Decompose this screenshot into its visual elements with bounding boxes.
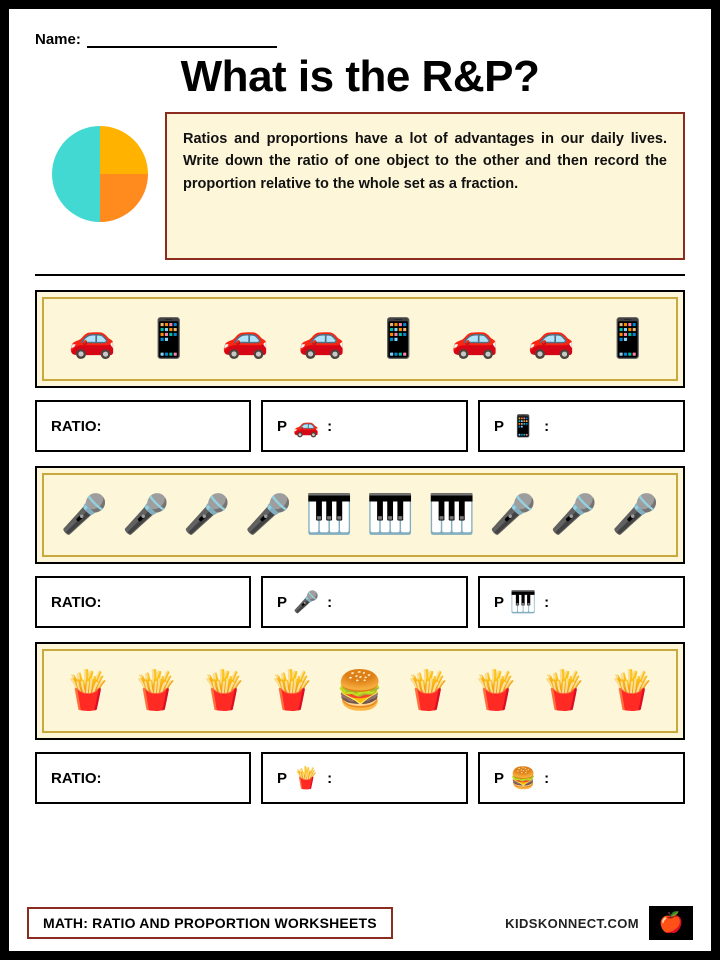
proportion-answer-box-1a[interactable] xyxy=(261,400,468,452)
intro-section xyxy=(35,112,685,260)
name-field-row xyxy=(35,31,685,48)
answer-row-2 xyxy=(35,576,685,628)
name-input-line[interactable] xyxy=(87,32,277,48)
proportion-prefix: P xyxy=(494,593,505,611)
colon: : xyxy=(327,769,333,787)
hamburger-icon: 🍔 xyxy=(336,670,384,712)
proportion-prefix: P xyxy=(494,769,505,787)
phone-icon: 📱 xyxy=(145,318,193,360)
car-icon: 🚗 xyxy=(68,318,116,360)
colon: : xyxy=(544,769,550,787)
microphone-icon: 🎤 xyxy=(611,494,659,536)
answer-row-1 xyxy=(35,400,685,452)
exercise-strip-2 xyxy=(35,466,685,564)
answer-row-3 xyxy=(35,752,685,804)
exercise-items-1 xyxy=(42,297,678,381)
colon: : xyxy=(327,417,333,435)
ratio-label: RATIO: xyxy=(51,593,102,611)
phone-icon: 📱 xyxy=(374,318,422,360)
car-icon: 🚗 xyxy=(451,318,499,360)
fries-icon: 🍟 xyxy=(293,766,320,790)
car-icon: 🚗 xyxy=(298,318,346,360)
divider xyxy=(35,274,685,276)
ratio-label: RATIO: xyxy=(51,769,102,787)
instructions-box xyxy=(165,112,685,260)
microphone-icon: 🎤 xyxy=(244,494,292,536)
exercise-strip-3 xyxy=(35,642,685,740)
footer xyxy=(9,895,711,951)
microphone-icon: 🎤 xyxy=(183,494,231,536)
fries-icon: 🍟 xyxy=(608,670,656,712)
proportion-answer-box-2b[interactable] xyxy=(478,576,685,628)
brand-name: KIDSKONNECT.COM xyxy=(505,915,639,931)
car-icon: 🚗 xyxy=(293,414,320,438)
proportion-answer-box-2a[interactable] xyxy=(261,576,468,628)
colon: : xyxy=(327,593,333,611)
fries-icon: 🍟 xyxy=(268,670,316,712)
exercise-strip-1 xyxy=(35,290,685,388)
ratio-answer-box-1[interactable] xyxy=(35,400,251,452)
proportion-answer-box-3b[interactable] xyxy=(478,752,685,804)
proportion-prefix: P xyxy=(277,769,288,787)
pie-chart-icon xyxy=(52,126,148,222)
subject-banner: MATH: RATIO AND PROPORTION WORKSHEETS xyxy=(27,907,393,939)
ratio-answer-box-2[interactable] xyxy=(35,576,251,628)
piano-icon: 🎹 xyxy=(366,494,415,536)
car-icon: 🚗 xyxy=(221,318,269,360)
fries-icon: 🍟 xyxy=(540,670,588,712)
page-title: What is the R&P? xyxy=(180,52,540,101)
fries-icon: 🍟 xyxy=(200,670,248,712)
microphone-icon: 🎤 xyxy=(489,494,537,536)
proportion-answer-box-3a[interactable] xyxy=(261,752,468,804)
fries-icon: 🍟 xyxy=(132,670,180,712)
car-icon: 🚗 xyxy=(527,318,575,360)
proportion-prefix: P xyxy=(277,593,288,611)
proportion-prefix: P xyxy=(277,417,288,435)
colon: : xyxy=(544,417,550,435)
proportion-answer-box-1b[interactable] xyxy=(478,400,685,452)
name-label: Name: xyxy=(35,31,81,48)
microphone-icon: 🎤 xyxy=(60,494,109,536)
proportion-prefix: P xyxy=(494,417,505,435)
ratio-answer-box-3[interactable] xyxy=(35,752,251,804)
hamburger-icon: 🍔 xyxy=(510,766,537,790)
apple-icon: 🍎 xyxy=(649,906,693,940)
worksheet-content xyxy=(9,9,711,951)
pie-slice-teal-bottom xyxy=(52,174,100,222)
piano-icon: 🎹 xyxy=(305,494,353,536)
exercise-items-2 xyxy=(42,473,678,557)
fries-icon: 🍟 xyxy=(64,670,112,712)
phone-icon: 📱 xyxy=(510,414,537,438)
pie-chart-wrap xyxy=(35,112,165,222)
ratio-label: RATIO: xyxy=(51,417,102,435)
exercise-items-3 xyxy=(42,649,678,733)
fries-icon: 🍟 xyxy=(404,670,452,712)
microphone-icon: 🎤 xyxy=(550,494,598,536)
pie-slice-yellow xyxy=(100,126,148,174)
pie-slice-orange xyxy=(100,174,148,222)
piano-icon: 🎹 xyxy=(510,590,537,614)
colon: : xyxy=(544,593,550,611)
phone-icon: 📱 xyxy=(604,318,652,360)
microphone-icon: 🎤 xyxy=(293,590,320,614)
microphone-icon: 🎤 xyxy=(122,494,170,536)
pie-slice-teal-top xyxy=(52,126,100,174)
fries-icon: 🍟 xyxy=(472,670,520,712)
instructions-text: Ratios and proportions have a lot of advantages in our daily lives. Write down the ratio of one object to the other and then record the proportion relative to the whole set as a fraction. xyxy=(183,131,667,192)
piano-icon: 🎹 xyxy=(428,494,476,536)
